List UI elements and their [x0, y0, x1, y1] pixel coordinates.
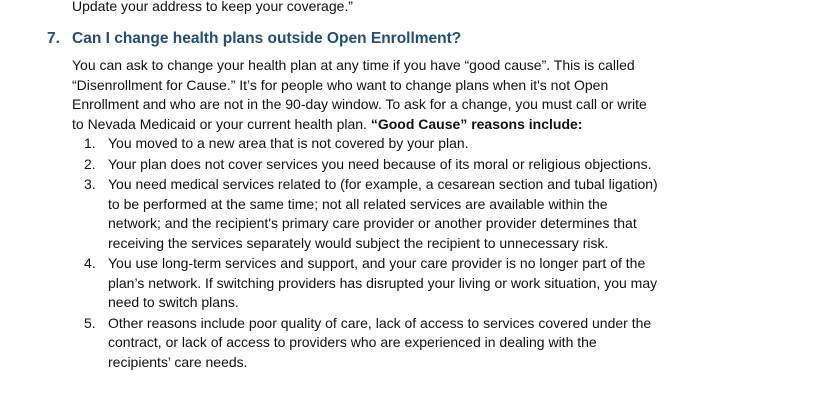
list-item: [84, 175, 734, 253]
question-number: 7.: [47, 30, 60, 47]
question-title: Can I change health plans outside Open Enrollment?: [72, 30, 462, 47]
list-item-line: You need medical services related to (for example, a cesarean section and tubal ligation): [108, 176, 658, 192]
list-item-number: 2.: [84, 155, 96, 172]
list-item-line: need to switch plans.: [108, 294, 239, 310]
intro-line: You can ask to change your health plan at any time if you have “good cause”. This is called: [72, 57, 635, 73]
list-item-line: Your plan does not cover services you need because of its moral or religious objections.: [108, 155, 652, 172]
list-item: [84, 155, 734, 175]
list-item-number: 4.: [84, 255, 96, 271]
list-item-line: plan’s network. If switching providers has disrupted your living or work situation, you may: [108, 274, 658, 291]
list-item-line: network; and the recipient's primary care provider or another provider determines that: [108, 215, 637, 231]
intro-line: “Disenrollment for Cause.” It’s for people who want to change plans when it's not Open: [72, 76, 609, 93]
list-item: [84, 134, 734, 154]
list-item: [84, 254, 734, 313]
list-item-number: 5.: [84, 314, 96, 331]
list-item-text: [108, 254, 734, 313]
list-item-text: [108, 175, 734, 253]
list-item-number: 1.: [84, 135, 96, 151]
list-item-text: [108, 155, 734, 175]
list-item-text: [108, 134, 734, 154]
list-item-line: to be performed at the same time; not all related services are available within the: [108, 195, 608, 212]
good-cause-label: “Good Cause” reasons include:: [370, 115, 583, 132]
list-item-text: [108, 314, 734, 373]
good-cause-reasons-list: [84, 134, 734, 373]
intro-last-text: to Nevada Medicaid or your current health plan.: [72, 115, 371, 132]
intro-line: Enrollment and who are not in the 90-day window. To ask for a change, you must call or write: [72, 96, 647, 112]
intro-line-last: [72, 115, 722, 135]
list-item-number: 3.: [84, 176, 96, 192]
previous-section-text: Update your address to keep your coverage.”: [72, 0, 353, 14]
list-item-line: You moved to a new area that is not covered by your plan.: [108, 135, 469, 151]
list-item: [84, 314, 734, 373]
list-item-line: recipients’ care needs.: [108, 353, 248, 370]
list-item-line: Other reasons include poor quality of care, lack of access to services covered under the: [108, 314, 652, 331]
list-item-line: receiving the services separately would subject the recipient to unnecessary risk.: [108, 234, 609, 251]
list-item-line: contract, or lack of access to providers who are experienced in dealing with the: [108, 334, 597, 350]
list-item-line: You use long-term services and support, and your care provider is no longer part of the: [108, 255, 646, 271]
question-heading: [47, 29, 461, 49]
intro-paragraph: [72, 56, 722, 134]
